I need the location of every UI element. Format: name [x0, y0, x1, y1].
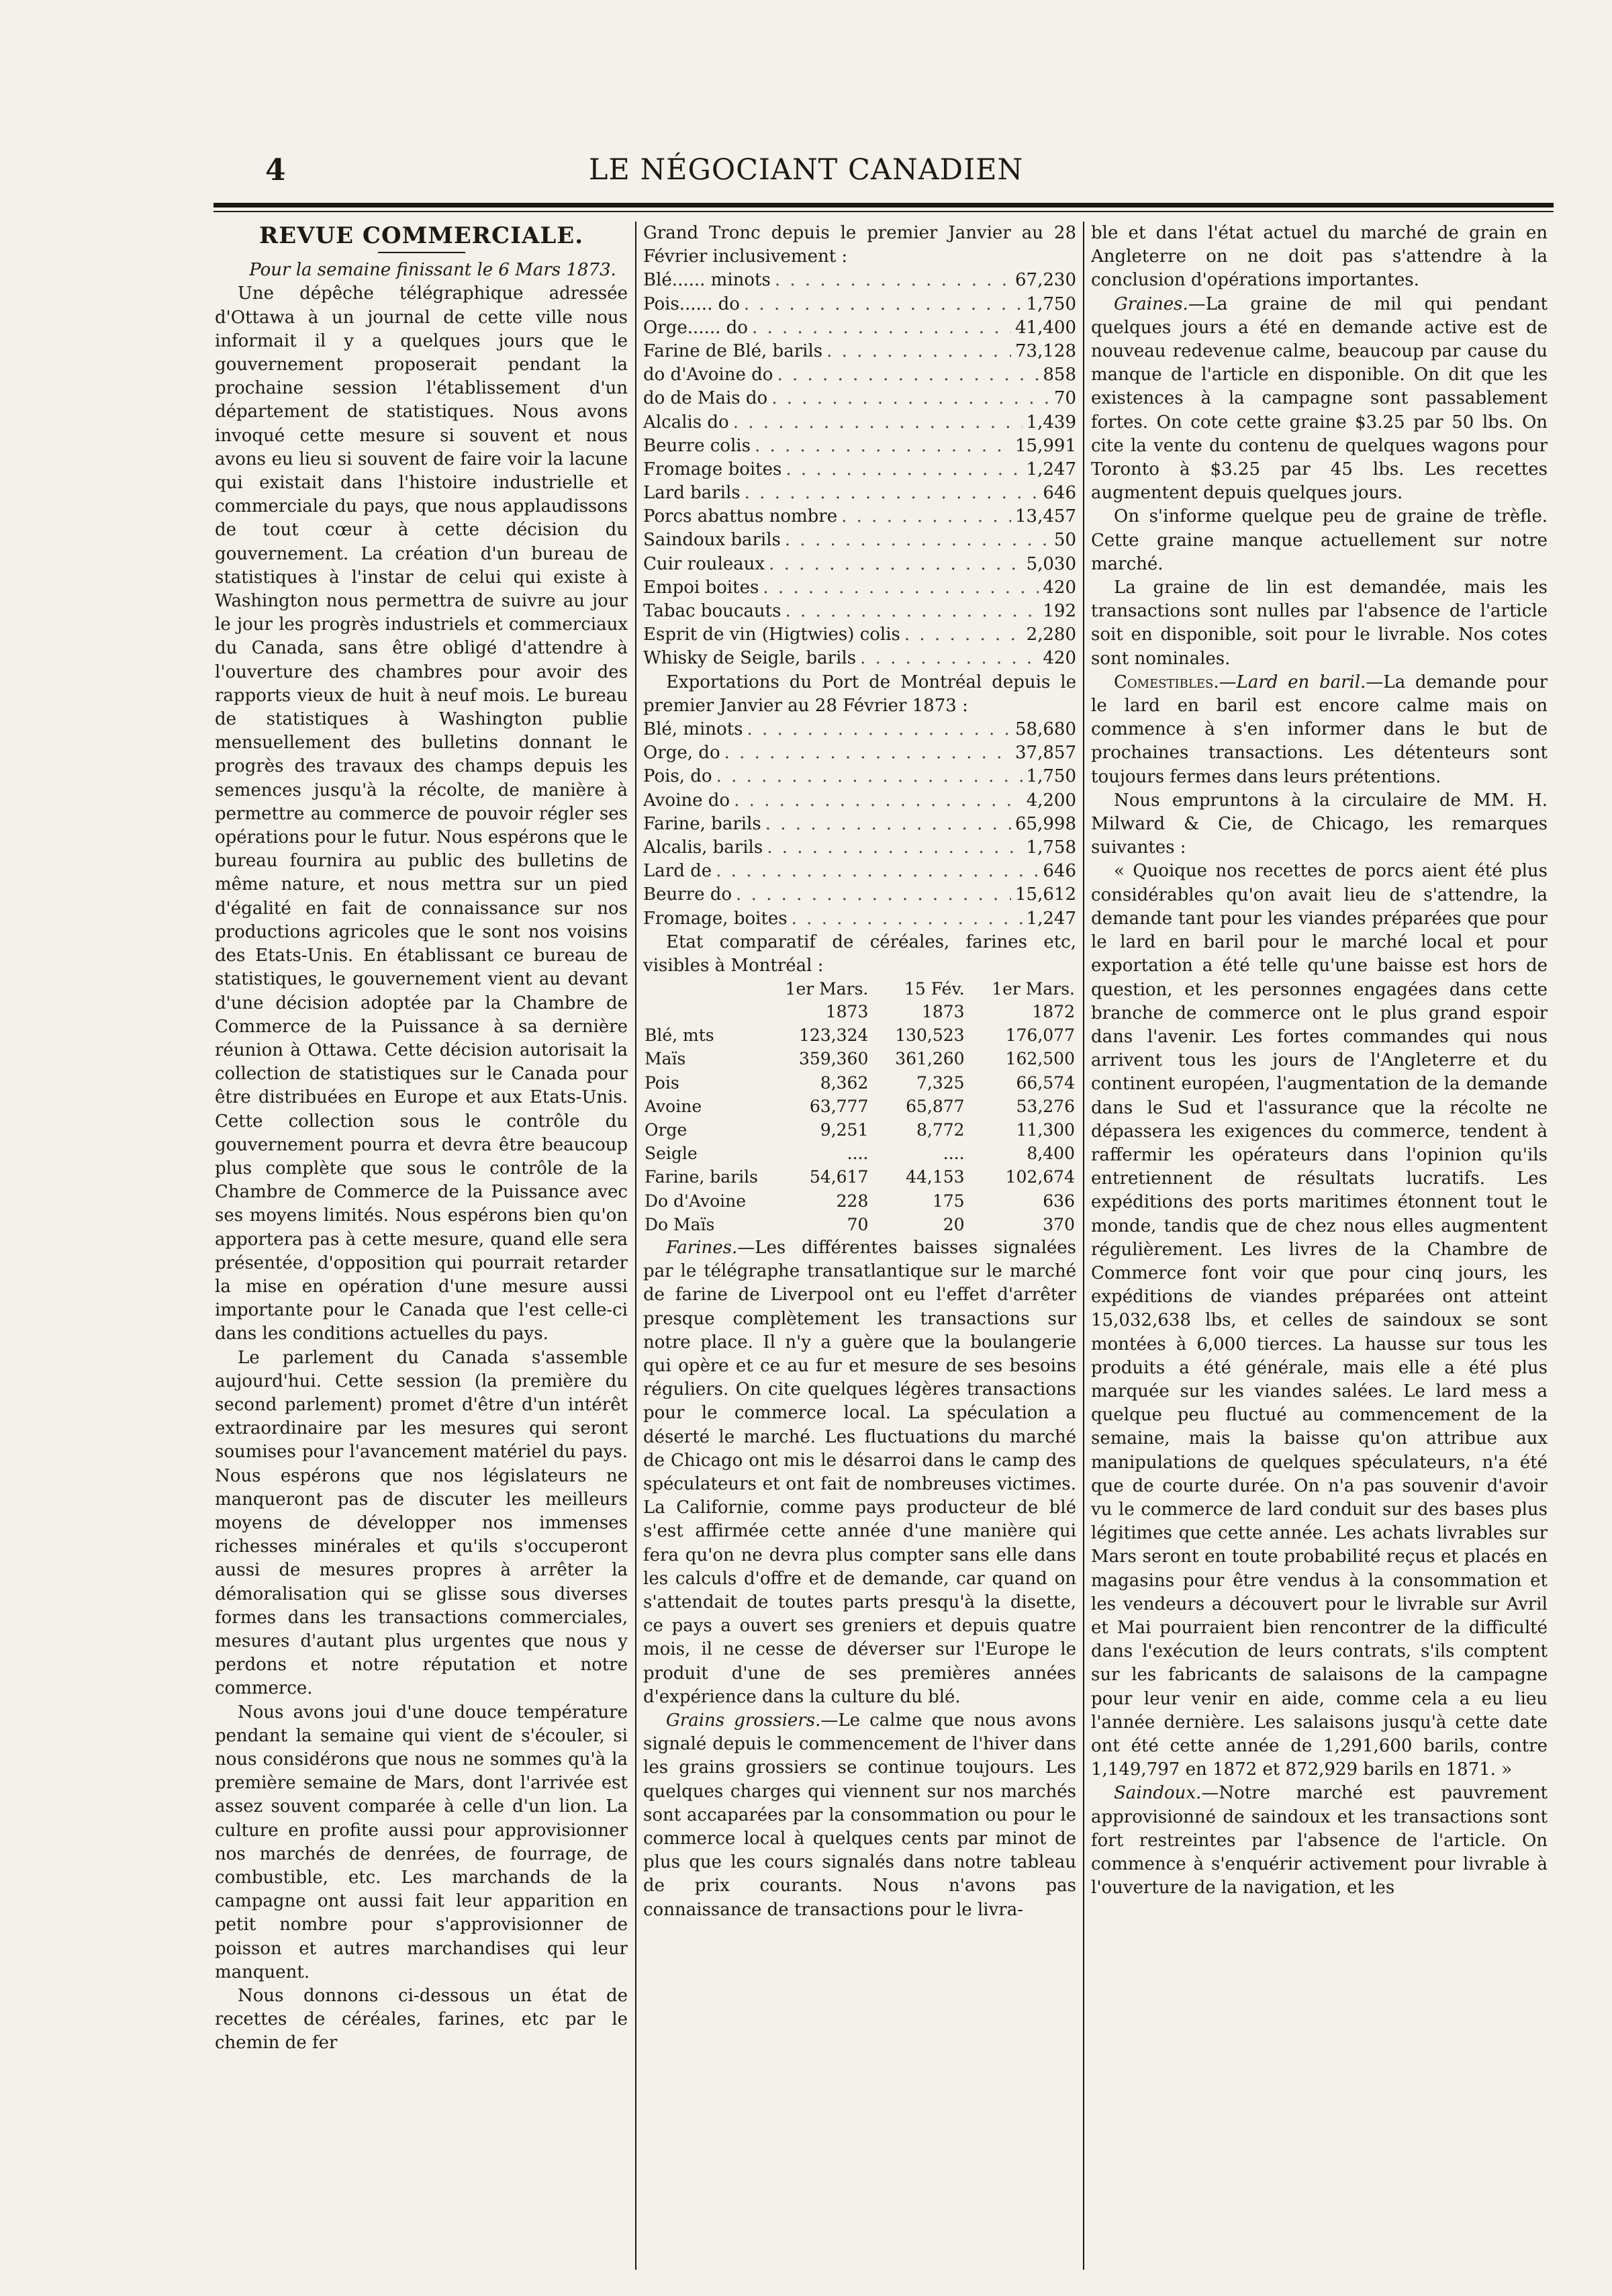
table-cell: 361,260: [895, 1049, 965, 1069]
list-item: [643, 789, 1076, 813]
item-name: Orge...... do: [643, 317, 748, 338]
table-cell: 63,777: [809, 1096, 869, 1116]
item-value: 646: [1043, 861, 1076, 882]
leader-dots: [771, 387, 1050, 410]
item-name: Blé, minots: [643, 719, 743, 739]
table-row: [643, 1047, 1076, 1070]
item-name: Beurre colis: [643, 435, 751, 456]
table-cell: Pois: [645, 1072, 679, 1093]
table-header-cell: 15 Fév. 1873: [904, 979, 965, 1022]
leader-dots: [904, 623, 1023, 647]
item-name: Tabac boucauts: [643, 601, 781, 622]
item-value: 41,400: [1015, 317, 1076, 338]
table-cell: Orge: [645, 1119, 688, 1140]
list-item: [643, 481, 1076, 505]
table-cell: 123,324: [798, 1025, 869, 1046]
paragraph-comestibles: [1091, 671, 1548, 789]
quotation: « Quoique nos recettes de porcs aient été plus considérables qu'on avait lieu de s'attendre, la demande tant pour les viandes préparées que pour le lard en baril pour le marché local et pour exportation a été telle qu'une baisse est hors de question, et les personnes engagées dans cette branche de commerce ont le plus grand espoir dans l'avenir. Les fortes commandes qui nous arrivent tous les jours de l'Angleterre et du continent européen, l'augmentation de la demande dans le Sud et l'assurance que la récolte ne dépassera les exigences du commerce, tendent à raffermir les opérateurs dans l'opinion qu'ils entretiennent de résultats lucratifs. Les expéditions des ports maritimes étonnent tout le monde, tandis que de chez nous elles augmentent régulièrement. Les livres de la Chambre de Commerce font voir que pour cinq jours, les expéditions de viandes préparées ont atteint 15,032,638 lbs, et celles de saindoux se sont montées à 6,000 tierces. La hausse sur tous les produits a été générale, mais elle a été plus marquée sur les viandes salées. Le lard mess a quelque peu fluctué au commencement de la semaine, mais la baisse qu'on attribue aux manipulations de quelques spéculateurs, n'a été que de courte durée. On n'a pas souvenir d'avoir vu le commerce de lard conduit sur des bases plus légitimes que cette année. Les achats livrables sur Mars seront en toute probabilité reçus et placés en magasins pour être vendus à la consommation et les vendeurs a découvert pour le livrable sur Avril et Mai pourraient bien rencontrer de la difficulté dans l'exécution de leurs contrats, s'ils comptent sur les fabricants de salaisons de la campagne pour leur venir en aide, comme cela a eu lieu l'année dernière. Les salaisons jusqu'à cette date ont été cette année de 1,291,600 barils, contre 1,149,797 en 1872 et 872,929 barils en 1871. »: [1091, 861, 1548, 1780]
leader-dots: [860, 647, 1039, 670]
table-cell: ....: [943, 1144, 965, 1164]
item-value: 192: [1043, 601, 1076, 622]
list-item: [643, 458, 1076, 481]
table-cell: Do Maïs: [645, 1214, 715, 1234]
list-item: [643, 316, 1076, 340]
paragraph: Le parlement du Canada s'assemble aujourd'hui. Cette session (la première du second parlement) promet d'être d'un intérêt extraordinaire par les mesures qui seront soumises pour l'avancement matériel du pays. Nous espérons que nos législateurs ne manqueront pas de discuter les meilleurs moyens de développer nos immenses richesses minérales et qu'ils s'occuperont aussi de mesures propres à arrêter la démoralisation qui se glisse sous diverses formes dans les transactions commerciales, mesures d'autant plus urgentes que nous y perdons et notre réputation et notre commerce.: [215, 1347, 628, 1699]
page-number: 4: [265, 153, 286, 187]
list-item: [643, 647, 1076, 670]
table-cell: 54,617: [809, 1167, 869, 1187]
leader-dots: [734, 789, 1022, 813]
table-header-cell: 1er Mars. 1872: [992, 979, 1075, 1022]
item-name: Alcalis, barils: [643, 837, 763, 858]
column-2: [643, 222, 1076, 1922]
item-name: Lard barils: [643, 483, 741, 504]
table-cell: 102,674: [1005, 1167, 1075, 1187]
exports-intro: Exportations du Port de Montréal depuis le premier Janvier au 28 Février 1873 :: [643, 672, 1076, 716]
item-value: 1,247: [1026, 459, 1076, 479]
item-value: 15,612: [1015, 884, 1076, 905]
table-cell: 8,362: [820, 1072, 869, 1093]
table-cell: Blé, mts: [645, 1025, 714, 1046]
list-item: [643, 813, 1076, 836]
item-value: 1,750: [1026, 766, 1076, 787]
item-value: 15,991: [1015, 435, 1076, 456]
column-divider: [1083, 222, 1084, 2270]
item-name: Saindoux barils: [643, 530, 781, 551]
table-row: [643, 1023, 1076, 1047]
list-item: [643, 741, 1076, 765]
table-cell: ....: [847, 1144, 869, 1164]
compare-intro: Etat comparatif de céréales, farines etc, visibles à Montréal :: [643, 931, 1076, 976]
list-item: [643, 765, 1076, 788]
leader-dots: [744, 293, 1023, 316]
item-name: Empoi boites: [643, 577, 759, 598]
list-item: [643, 387, 1076, 410]
leader-dots: [724, 741, 1011, 765]
table-row: [643, 1071, 1076, 1095]
paragraph-text: —La demande pour le lard en baril est encore calme mais on commence à s'en informer dans le but de prochaines transactions. Les détenteurs sont toujours fermes dans leurs prétentions.: [1091, 672, 1548, 787]
paragraph: Nous donnons ci-dessous un état de recettes de céréales, farines, etc par le chemin de fer: [215, 1986, 628, 2054]
header-rule: [214, 203, 1554, 208]
item-name: do d'Avoine do: [643, 365, 773, 385]
item-value: 1,247: [1026, 908, 1076, 929]
paragraph-text: —Notre marché est pauvrement approvisionné de saindoux et les transactions sont fort restreintes par l'absence de l'article. On commence à s'enquérir activement pour livrable à l'ouverture de la navigation, et les: [1091, 1783, 1548, 1898]
paragraph: Nous avons joui d'une douce température pendant la semaine qui vient de s'écouler, si nous considérons que nous ne sommes qu'à la première semaine de Mars, dont l'arrivée est assez souvent comparée à celle d'un lion. La culture en profite aussi pour approvisionner nos marchés de denrées, de fourrage, de combustible, etc. Les marchands de la campagne ont aussi fait leur apparition en petit nombre pour s'approvisionner de poisson et autres marchandises qui leur manquent.: [215, 1702, 628, 1982]
leader-dots: [767, 836, 1022, 860]
leader-dots: [763, 576, 1039, 600]
item-value: 2,280: [1026, 625, 1076, 645]
item-value: 1,439: [1026, 412, 1076, 432]
paragraph-grains: [643, 1709, 1076, 1922]
exports-list: [643, 718, 1076, 931]
header-rule-thin: [214, 211, 1554, 212]
list-item: [643, 860, 1076, 883]
paragraph: La graine de lin est demandée, mais les transactions sont nulles par l'absence de l'article soit en disponible, soit pour le livrable. Nos cotes sont nominales.: [1091, 578, 1548, 669]
section-title: REVUE COMMERCIALE.: [258, 222, 584, 249]
list-item: [643, 411, 1076, 434]
item-name: Cuir rouleaux: [643, 553, 765, 574]
item-name: Esprit de vin (Higtwies) colis: [643, 625, 900, 645]
paragraph-saindoux: [1091, 1782, 1548, 1900]
leader-dots: [716, 765, 1023, 788]
table-cell: 8,772: [916, 1119, 965, 1140]
table-cell: 175: [932, 1191, 965, 1211]
rubric-farines: Farines.: [666, 1237, 738, 1258]
leader-dots: [736, 883, 1011, 907]
leader-dots: [841, 505, 1011, 529]
table-cell: Farine, barils: [645, 1167, 758, 1187]
rubric-comestibles: Comestibles.: [1114, 672, 1219, 692]
item-value: 5,030: [1026, 553, 1076, 574]
table-cell: 359,360: [798, 1049, 869, 1069]
item-value: 50: [1053, 530, 1076, 551]
paragraph-farines: [643, 1236, 1076, 1709]
rubric-grains: Grains grossiers.: [666, 1710, 821, 1731]
leader-dots: [792, 907, 1023, 931]
comparison-table: [643, 978, 1076, 1236]
leader-dots: [785, 529, 1050, 552]
table-row: [643, 1142, 1076, 1165]
item-value: 37,857: [1015, 743, 1076, 764]
list-item: [643, 883, 1076, 907]
list-item: [643, 529, 1076, 552]
item-name: Pois, do: [643, 766, 712, 787]
leader-dots: [785, 600, 1039, 623]
item-name: Alcalis do: [643, 412, 729, 432]
item-name: Beurre do: [643, 884, 732, 905]
item-name: Whisky de Seigle, barils: [643, 648, 857, 669]
item-value: 70: [1053, 388, 1076, 409]
paragraph: On s'informe quelque peu de graine de trèfle. Cette graine manque actuellement sur notre marché.: [1091, 506, 1548, 574]
paragraph: ble et dans l'état actuel du marché de grain en Angleterre on ne doit pas s'attendre à la conclusion d'opérations importantes.: [1091, 223, 1548, 291]
list-item: [643, 600, 1076, 623]
item-name: do de Mais do: [643, 388, 768, 409]
item-name: Fromage, boites: [643, 908, 788, 929]
leader-dots: [716, 860, 1039, 883]
table-cell: 11,300: [1016, 1119, 1075, 1140]
receipts-intro: Grand Tronc depuis le premier Janvier au 28 Février inclusivement :: [643, 223, 1076, 267]
rubric-lard: —Lard en baril.: [1219, 672, 1366, 692]
table-row: [643, 1118, 1076, 1142]
table-cell: 7,325: [916, 1072, 965, 1093]
table-cell: 8,400: [1027, 1144, 1075, 1164]
table-cell: 370: [1043, 1214, 1075, 1234]
item-value: 858: [1043, 365, 1076, 385]
table-cell: Do d'Avoine: [645, 1191, 747, 1211]
item-value: 58,680: [1015, 719, 1076, 739]
table-row: [643, 1095, 1076, 1118]
table-cell: 66,574: [1016, 1072, 1075, 1093]
list-item: [643, 553, 1076, 576]
table-cell: Seigle: [645, 1144, 698, 1164]
list-item: [643, 623, 1076, 647]
list-item: [643, 836, 1076, 860]
list-item: [643, 505, 1076, 529]
table-cell: 228: [836, 1191, 869, 1211]
paragraph-graines: [1091, 293, 1548, 506]
list-item: [643, 907, 1076, 931]
table-cell: 53,276: [1016, 1096, 1075, 1116]
paragraph-text: —La graine de mil qui pendant quelques jours a été en demande active est de nouveau redevenue calme, beaucoup par cause du manque de l'article en disponible. On dit que les existences à la campagne sont passablement fortes. On cote cette graine $3.25 par 50 lbs. On cite la vente du contenu de quelques wagons pour Toronto à $3.25 par 45 lbs. Les recettes augmentent depuis quelques jours.: [1091, 293, 1548, 504]
byline: Pour la semaine finissant le 6 Mars 1873.: [249, 260, 616, 281]
item-name: Avoine do: [643, 790, 730, 811]
item-value: 646: [1043, 483, 1076, 504]
table-cell: 162,500: [1005, 1049, 1075, 1069]
paragraph: Nous empruntons à la circulaire de MM. H. Milward & Cie, de Chicago, les remarques suivantes :: [1091, 790, 1548, 858]
leader-dots: [775, 269, 1011, 292]
paragraph-text: —Les différentes baisses signalées par le télégraphe transatlantique sur le marché de farine de Liverpool ont eu l'effet d'arrêter presque complètement les transactions sur notre place. Il n'y a guère que la boulangerie qui opère et ce au fur et mesure de ses besoins réguliers. On cite quelques légères transactions pour le commerce local. La spéculation a déserté le marché. Les fluctuations du marché de Chicago ont mis le désarroi dans le camp des spéculateurs et ont fait de nombreuses victimes. La Californie, comme pays producteur de blé s'est affirmée cette année d'une manière qui fera qu'on ne devra plus compter sans elle dans les calculs d'offre et de demande, car quand on s'attendait de toutes parts presqu'à la disette, ce pays a ouvert ses greniers et depuis quatre mois, il ne cesse de déverser sur l'Europe le produit d'une de ses premières années d'expérience dans la culture du blé.: [643, 1237, 1076, 1707]
leader-dots: [777, 363, 1039, 387]
table-cell: 9,251: [820, 1119, 869, 1140]
table-cell: 65,877: [906, 1096, 965, 1116]
item-value: 67,230: [1015, 270, 1076, 291]
list-item: [643, 718, 1076, 741]
table-cell: Maïs: [645, 1049, 686, 1069]
list-item: [643, 340, 1076, 363]
leader-dots: [733, 411, 1023, 434]
item-value: 65,998: [1015, 813, 1076, 834]
list-item: [643, 576, 1076, 600]
item-name: Pois...... do: [643, 293, 740, 314]
column-3: [1091, 222, 1548, 1900]
item-name: Lard de: [643, 861, 712, 882]
table-header-cell: [643, 978, 759, 1023]
item-value: 420: [1043, 648, 1076, 669]
newspaper-title: LE NÉGOCIANT CANADIEN: [588, 153, 1024, 187]
table-row: [643, 1165, 1076, 1189]
table-cell: 44,153: [906, 1167, 965, 1187]
table-cell: 70: [847, 1214, 869, 1234]
title-rule: [378, 252, 465, 253]
table-row: [643, 1213, 1076, 1236]
leader-dots: [745, 481, 1039, 505]
leader-dots: [755, 434, 1011, 458]
rubric-graines: Graines.: [1114, 293, 1188, 314]
rubric-saindoux: Saindoux.: [1114, 1783, 1202, 1804]
table-cell: Avoine: [645, 1096, 702, 1116]
receipts-list: [643, 269, 1076, 670]
table-cell: 20: [943, 1214, 965, 1234]
column-divider: [635, 222, 636, 2270]
item-name: Fromage boites: [643, 459, 782, 479]
item-value: 73,128: [1015, 340, 1076, 361]
table-row: [643, 1189, 1076, 1213]
item-name: Blé...... minots: [643, 270, 771, 291]
leader-dots: [747, 718, 1012, 741]
leader-dots: [752, 316, 1011, 340]
item-value: 420: [1043, 577, 1076, 598]
leader-dots: [769, 553, 1022, 576]
list-item: [643, 269, 1076, 292]
item-name: Orge, do: [643, 743, 720, 764]
leader-dots: [765, 813, 1011, 836]
list-item: [643, 363, 1076, 387]
column-1: [215, 222, 628, 2056]
table-cell: 130,523: [895, 1025, 965, 1046]
item-name: Farine de Blé, barils: [643, 340, 823, 361]
table-cell: 636: [1043, 1191, 1075, 1211]
table-cell: 176,077: [1005, 1025, 1075, 1046]
leader-dots: [826, 340, 1011, 363]
paragraph-text: —Le calme que nous avons signalé depuis le commencement de l'hiver dans les grains grossiers se continue toujours. Les quelques charges qui viennent sur nos marchés sont accaparées par la consommation ou pour le commerce local à quelques cents par minot de plus que les cours signalés dans notre tableau de prix courants. Nous n'avons pas connaissance de transactions pour le livra-: [643, 1710, 1076, 1920]
item-value: 13,457: [1015, 506, 1076, 527]
item-value: 1,750: [1026, 293, 1076, 314]
table-header-cell: 1er Mars. 1873: [785, 979, 869, 1022]
paragraph: Une dépêche télégraphique adressée d'Ottawa à un journal de cette ville nous informait il y a quelques jours que le gouvernement proposerait pendant la prochaine session l'établissement d'un département de statistiques. Nous avons invoqué cette mesure si souvent et nous avons eu lieu si souvent de faire voir la lacune qui existait dans l'histoire industrielle et commerciale du pays, que nous applaudissons de tout cœur à cette décision du gouvernement. La création d'un bureau de statistiques à l'instar de celui qui existe à Washington nous permettra de suivre au jour le jour les progrès industriels et commerciaux du Canada, sans être obligé d'attendre à l'ouverture des chambres pour avoir des rapports vieux de huit à neuf mois. Le bureau de statistiques à Washington publie mensuellement des bulletins donnant le progrès des travaux des champs depuis les semences jusqu'à la récolte, de manière à permettre au commerce de pouvoir régler ses opérations pour le futur. Nous espérons que le bureau fournira au public des bulletins de même nature, et nous mettra sur un pied d'égalité en fait de connaissance sur nos productions agricoles que le sont nos voisins des Etats-Unis. En établissant ce bureau de statistiques, le gouvernement vient au devant d'une décision adoptée par la Chambre de Commerce de la Puissance à sa dernière réunion à Ottawa. Cette décision autorisait la collection de statistiques sur le Canada pour être distribuées en Europe et aux Etats-Unis. Cette collection sous le contrôle du gouvernement pourra et devra être beaucoup plus complète que sous le contrôle de la Chambre de Commerce de la Puissance avec ses moyens limités. Nous espérons bien qu'on apportera pas à cette mesure, quand elle sera présentée, d'opposition qui pourrait retarder la mise en opération d'une mesure aussi importante pour le Canada que l'est celle-ci dans les conditions actuelles du pays.: [215, 283, 628, 1344]
list-item: [643, 293, 1076, 316]
item-value: 4,200: [1026, 790, 1076, 811]
item-name: Porcs abattus nombre: [643, 506, 838, 527]
list-item: [643, 434, 1076, 458]
leader-dots: [786, 458, 1022, 481]
item-name: Farine, barils: [643, 813, 761, 834]
item-value: 1,758: [1026, 837, 1076, 858]
